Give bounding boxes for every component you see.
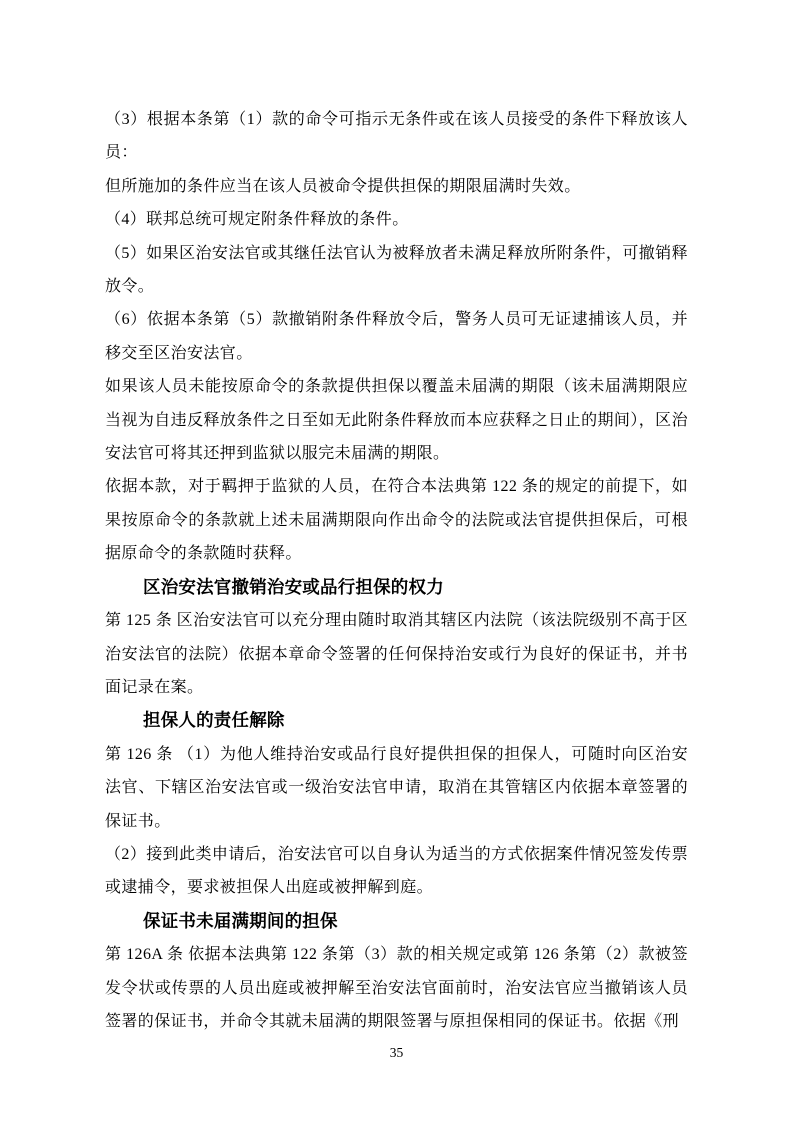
page-number: 35: [389, 1045, 404, 1060]
body-paragraph-section-126-1: 第 126 条 （1）为他人维持治安或品行良好提供担保的担保人，可随时向区治安法官、下辖区治安法官或一级治安法官申请，取消在其管辖区内依据本章签署的保证书。: [105, 745, 688, 830]
body-paragraph-section-126a: 第 126A 条 依据本法典第 122 条第（3）款的相关规定或第 126 条第（2）款被签发令状或传票的人员出庭或被押解至治安法官面前时，治安法官应当撤销该人员签署的保证书，并命令其就未届满的期限签署与原担保相同的保证书。依据《刑: [105, 946, 688, 1030]
body-paragraph-section-126-2: （2）接到此类申请后，治安法官可以自身认为适当的方式依据案件情况签发传票或逮捕令，要求被担保人出庭或被押解到庭。: [105, 845, 688, 897]
section-heading-surety-release: 担保人的责任解除: [143, 710, 285, 731]
document-body: [105, 103, 688, 1038]
body-paragraph-clause-6: （6）依据本条第（5）款撤销附条件释放令后，警务人员可无证逮捕该人员，并移交至区治安法官。: [105, 311, 688, 362]
body-paragraph-clause-4: （4）联邦总统可规定附条件释放的条件。: [105, 211, 409, 229]
body-paragraph-section-125: 第 125 条 区治安法官可以充分理由随时取消其辖区内法院（该法院级别不高于区治安法官的法院）依据本章命令签署的任何保持治安或行为良好的保证书，并书面记录在案。: [105, 612, 688, 696]
body-paragraph-clause-3: （3）根据本条第（1）款的命令可指示无条件或在该人员接受的条件下释放该人员：: [105, 111, 688, 162]
body-paragraph-proviso: 但所施加的条件应当在该人员被命令提供担保的期限届满时失效。: [105, 177, 581, 195]
body-paragraph-release: 依据本款，对于羁押于监狱的人员，在符合本法典第 122 条的规定的前提下，如果按原命令的条款就上述未届满期限向作出命令的法院或法官提供担保后，可根据原命令的条款随时获释。: [105, 478, 688, 563]
body-paragraph-clause-5: （5）如果区治安法官或其继任法官认为被释放者未满足释放所附条件，可撤销释放令。: [105, 244, 688, 296]
section-heading-cancel-bond: 区治安法官撤销治安或品行担保的权力: [143, 576, 444, 597]
body-paragraph-remand: 如果该人员未能按原命令的条款提供担保以覆盖未届满的期限（该未届满期限应当视为自违反释放条件之日至如无此附条件释放而本应获释之日止的期间），区治安法官可将其还押到监狱以服完未届满的期限。: [105, 378, 688, 463]
section-heading-unexpired-bond: 保证书未届满期间的担保: [143, 910, 338, 931]
